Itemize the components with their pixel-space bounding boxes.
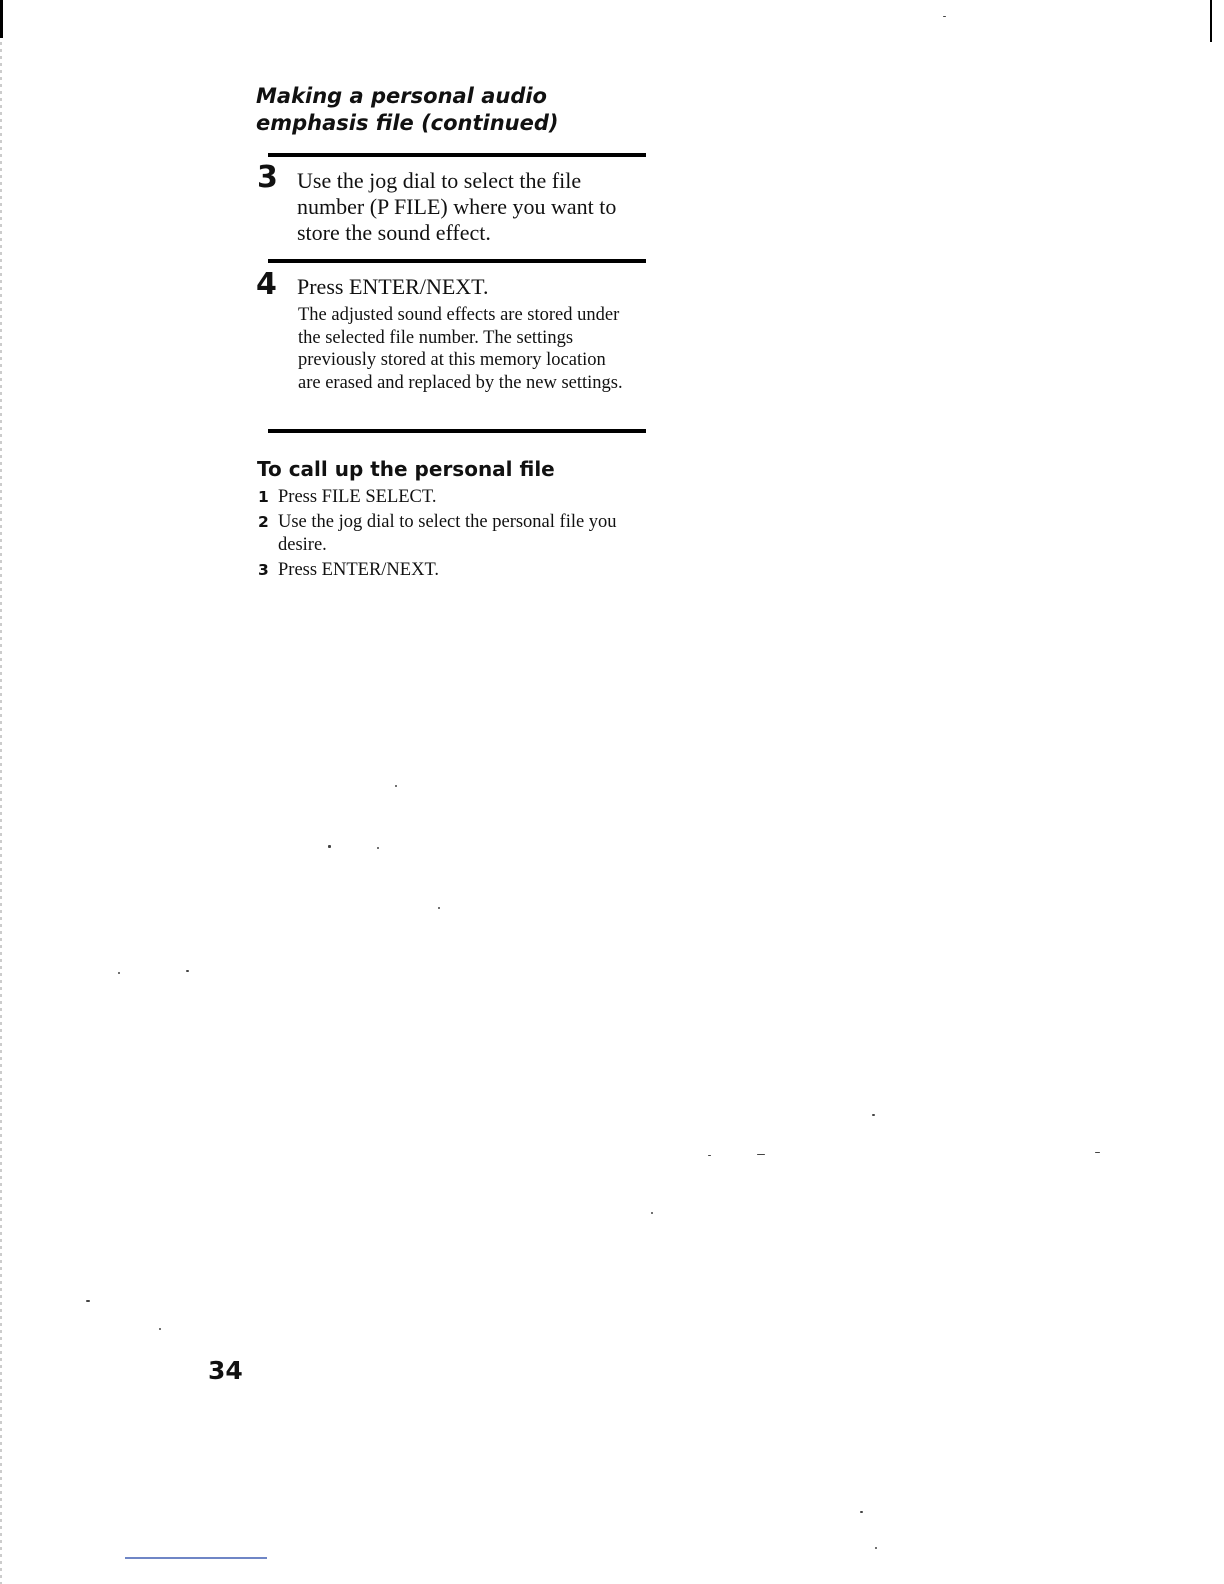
procedure-step-number: 3 — [258, 561, 269, 579]
scan-speck — [757, 1154, 765, 1155]
scan-speck — [1095, 1152, 1100, 1153]
call-up-procedure — [257, 486, 637, 584]
procedure-step-text: Press FILE SELECT. — [278, 487, 437, 507]
scan-speck — [159, 1328, 161, 1330]
step-divider — [268, 153, 646, 157]
step-number: 4 — [256, 267, 277, 302]
procedure-step-text: Press ENTER/NEXT. — [278, 560, 439, 580]
scan-speck — [708, 1155, 711, 1156]
scan-mark-left — [0, 0, 3, 38]
scan-speck — [186, 970, 189, 972]
scan-speck — [86, 1300, 90, 1302]
procedure-step — [257, 486, 637, 509]
call-up-heading: To call up the personal file — [257, 457, 555, 481]
procedure-step — [257, 559, 637, 582]
step-divider — [268, 429, 646, 433]
procedure-step-text: Use the jog dial to select the personal file you desire. — [278, 512, 617, 555]
scan-speck — [872, 1114, 875, 1116]
footer-line — [125, 1557, 267, 1559]
step-divider — [268, 259, 646, 263]
scan-speck — [328, 845, 331, 848]
scan-speck — [395, 785, 397, 787]
scan-speck — [943, 16, 946, 17]
scan-speck — [651, 1212, 653, 1214]
scan-edge-left — [0, 0, 2, 1584]
scan-speck — [377, 847, 379, 849]
step-number: 3 — [257, 160, 278, 195]
step-note: The adjusted sound effects are stored under the selected file number. The settings previously stored at this memory location are erased and replaced by the new settings. — [298, 305, 623, 394]
step-instruction: Use the jog dial to select the file number (P FILE) where you want to store the sound effect. — [297, 168, 617, 245]
scan-speck — [875, 1547, 877, 1549]
procedure-step-number: 2 — [258, 513, 269, 531]
step-instruction: Press ENTER/NEXT. — [297, 274, 489, 299]
scan-speck — [860, 1511, 863, 1513]
procedure-step-number: 1 — [258, 488, 269, 506]
scan-mark-right — [1210, 0, 1212, 42]
page-number: 34 — [208, 1356, 243, 1385]
scan-speck — [438, 907, 440, 909]
procedure-step — [257, 511, 637, 557]
scan-speck — [118, 972, 120, 974]
page-title: Making a personal audio emphasis file (continued) — [256, 84, 559, 135]
